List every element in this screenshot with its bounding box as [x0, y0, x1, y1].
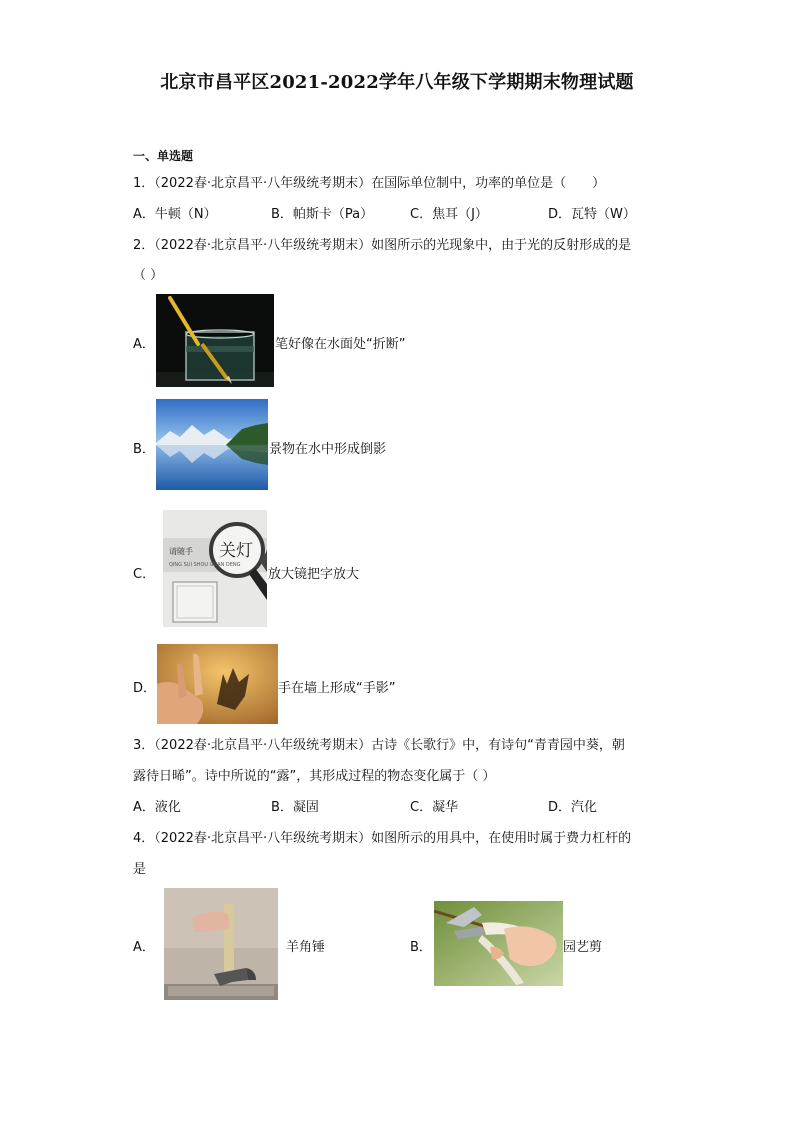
lake-reflection-photo: [156, 399, 268, 490]
q2-option-d-letter: D．: [133, 681, 157, 696]
q1-option-d: D．瓦特（W）: [548, 207, 636, 222]
q3-option-a: A．液化: [133, 800, 181, 815]
q1-option-c: C．焦耳（J）: [410, 207, 488, 222]
question-1-text: 1．（2022春·北京昌平·八年级统考期末）在国际单位制中，功率的单位是（ ）: [133, 176, 606, 191]
section-heading: 一、单选题: [133, 149, 194, 163]
q2-option-b-letter: B．: [133, 442, 155, 457]
question-2-text-line2: （ ）: [133, 268, 164, 283]
question-4-text-line1: 4．（2022春·北京昌平·八年级统考期末）如图所示的用具中，在使用时属于费力杠杆的: [133, 831, 632, 846]
q2-option-d-caption: 手在墙上形成“手影”: [278, 681, 396, 696]
question-4-text-line2: 是: [133, 862, 147, 877]
pruning-shears-photo: [434, 901, 563, 986]
q3-option-b: B．凝固: [271, 800, 319, 815]
pencil-in-water-photo: [156, 294, 274, 387]
hand-shadow-photo: [157, 644, 278, 724]
question-2-text-line1: 2．（2022春·北京昌平·八年级统考期末）如图所示的光现象中，由于光的反射形成的是: [133, 238, 632, 253]
question-3-text-line2: 露待日晞”。诗中所说的“露”，其形成过程的物态变化属于（ ）: [133, 769, 496, 784]
q4-option-a-caption: 羊角锤: [286, 940, 326, 955]
q1-option-a: A．牛顿（N）: [133, 207, 217, 222]
q4-option-b-caption: 园艺剪: [563, 940, 603, 955]
q2-option-a-letter: A．: [133, 337, 155, 352]
q4-option-b-letter: B．: [410, 940, 432, 955]
magnifier-sign-photo: [163, 510, 267, 627]
q3-option-c: C．凝华: [410, 800, 459, 815]
question-3-text-line1: 3．（2022春·北京昌平·八年级统考期末）古诗《长歌行》中，有诗句“青青园中葵，朝: [133, 738, 625, 753]
sign-magnified-text: 关灯: [219, 541, 253, 561]
page-title: 北京市昌平区2021-2022学年八年级下学期期末物理试题: [160, 72, 634, 93]
sign-pinyin-text: QING SUI SHOU GUAN DENG: [169, 562, 241, 568]
q2-option-b-caption: 景物在水中形成倒影: [269, 442, 387, 457]
q2-option-a-caption: 笔好像在水面处“折断”: [275, 337, 406, 352]
q1-option-b: B．帕斯卡（Pa）: [271, 207, 374, 222]
claw-hammer-photo: [164, 888, 278, 1000]
q2-option-c-caption: 放大镜把字放大: [268, 567, 360, 582]
q2-option-c-letter: C．: [133, 567, 156, 582]
q4-option-a-letter: A．: [133, 940, 155, 955]
q3-option-d: D．汽化: [548, 800, 598, 815]
sign-small-text: 请随手: [169, 547, 193, 556]
